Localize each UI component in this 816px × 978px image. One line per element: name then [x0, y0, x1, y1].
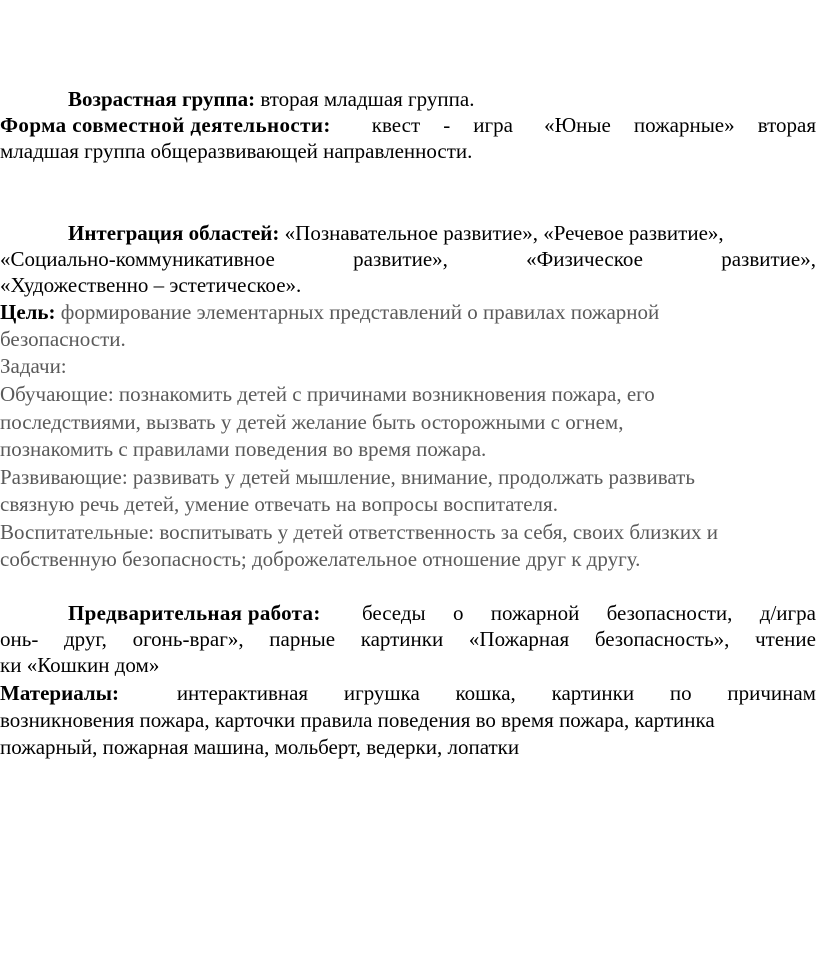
tasks-heading: Задачи:	[0, 354, 67, 378]
preliminary-word: пожарной	[490, 601, 580, 625]
goal-label: Цель:	[0, 300, 56, 324]
preliminary-word: огонь-враг»,	[132, 627, 244, 651]
activity-form-word: -	[443, 113, 451, 137]
age-group-label: Возрастная группа:	[68, 87, 256, 111]
materials-line3: пожарный, пожарная машина, мольберт, ведерки, лопатки	[0, 735, 520, 759]
goal-line1	[0, 299, 659, 325]
integration-word: развитие»,	[721, 247, 816, 271]
integration-line3: «Художественно – эстетическое».	[0, 273, 302, 297]
goal-line2: безопасности.	[0, 327, 126, 351]
activity-form-line2: младшая группа общеразвивающей направленности.	[0, 139, 473, 163]
tasks-line: Обучающие: познакомить детей с причинами возникновения пожара, его	[0, 382, 655, 406]
materials-label: Материалы:	[0, 681, 120, 705]
preliminary-word: безопасность»,	[594, 627, 730, 651]
preliminary-word: друг,	[64, 627, 107, 651]
materials-line2: возникновения пожара, карточки правила поведения во время пожара, картинка	[0, 708, 715, 732]
preliminary-word: «Пожарная	[468, 627, 570, 651]
preliminary-word: картинки	[360, 627, 444, 651]
preliminary-word: д/игра	[759, 601, 816, 625]
tasks-line: связную речь детей, умение отвечать на вопросы воспитателя.	[0, 492, 558, 516]
activity-form-word: квест	[371, 113, 421, 137]
integration-word: «Социально-коммуникативное	[0, 247, 275, 271]
materials-word: по	[669, 681, 692, 705]
tasks-line: Воспитательные: воспитывать у детей ответственность за себя, своих близких и	[0, 520, 719, 544]
activity-form-word: пожарные»	[633, 113, 735, 137]
integration-word: развитие»,	[353, 247, 448, 271]
preliminary-word: парные	[269, 627, 336, 651]
materials-word: причинам	[727, 681, 816, 705]
activity-form-word: игра	[473, 113, 513, 137]
preliminary-word: беседы	[361, 601, 426, 625]
tasks-line: Развивающие: развивать у детей мышление, внимание, продолжать развивать	[0, 465, 695, 489]
materials-word: игрушка	[343, 681, 420, 705]
tasks-line: познакомить с правилами поведения во время пожара.	[0, 437, 487, 461]
activity-form-word: «Юные	[544, 113, 611, 137]
preliminary-word: о	[452, 601, 464, 625]
integration-line1	[68, 220, 724, 246]
preliminary-line1	[68, 600, 816, 626]
integration-line2	[0, 246, 816, 272]
goal-line1-rest: формирование элементарных представлений о правилах пожарной	[55, 300, 660, 324]
materials-line1	[0, 680, 816, 706]
age-group-line	[68, 86, 474, 112]
preliminary-word: чтение	[755, 627, 816, 651]
preliminary-word: безопасности,	[606, 601, 733, 625]
age-group-value: вторая младшая группа.	[255, 87, 475, 111]
activity-form-word: вторая	[757, 113, 816, 137]
integration-line1-rest: «Познавательное развитие», «Речевое развитие»,	[279, 221, 724, 245]
preliminary-line2	[0, 626, 816, 652]
materials-word: кошка,	[455, 681, 516, 705]
integration-label: Интеграция областей:	[68, 221, 280, 245]
preliminary-line3: ки «Кошкин дом»	[0, 653, 160, 677]
materials-word: интерактивная	[176, 681, 309, 705]
materials-word: картинки	[551, 681, 635, 705]
activity-form-label: Форма совместной деятельности:	[0, 113, 331, 137]
tasks-line: последствиями, вызвать у детей желание быть осторожными с огнем,	[0, 410, 624, 434]
activity-form-line1	[0, 112, 816, 138]
preliminary-label: Предварительная работа:	[68, 601, 321, 625]
preliminary-word: онь-	[0, 627, 39, 651]
tasks-line: собственную безопасность; доброжелательное отношение друг к другу.	[0, 547, 641, 571]
integration-word: «Физическое	[526, 247, 643, 271]
